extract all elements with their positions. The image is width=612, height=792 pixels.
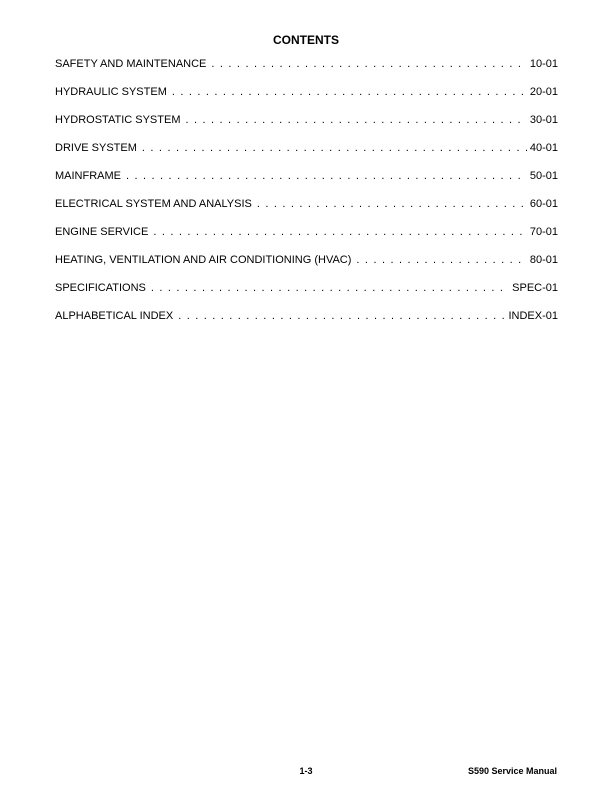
toc-entry-page: SPEC-01 — [512, 282, 558, 294]
toc-entry-hydrostatic-system[interactable] — [55, 114, 558, 142]
toc-entry-specifications[interactable] — [55, 282, 558, 310]
toc-entry-electrical-system[interactable] — [55, 198, 558, 226]
toc-entry-page: 20-01 — [529, 86, 558, 98]
toc-entry-title: DRIVE SYSTEM — [55, 142, 137, 154]
toc-entry-page: 10-01 — [529, 58, 558, 70]
toc-entry-mainframe[interactable] — [55, 170, 558, 198]
dot-leader — [211, 58, 526, 70]
toc-entry-hvac[interactable] — [55, 254, 558, 282]
footer-manual-name: S590 Service Manual — [467, 766, 557, 776]
dot-leader — [151, 282, 509, 294]
toc-entry-title: HYDRAULIC SYSTEM — [55, 86, 167, 98]
toc-entry-alphabetical-index[interactable] — [55, 310, 558, 338]
dot-leader — [126, 170, 527, 182]
toc-entry-safety-and-maintenance[interactable] — [55, 58, 558, 86]
toc-entry-title: HEATING, VENTILATION AND AIR CONDITIONING (HVAC) — [55, 254, 352, 266]
footer-page-number: 1-3 — [299, 766, 313, 776]
dot-leader — [142, 142, 527, 154]
dot-leader — [356, 254, 526, 266]
dot-leader — [186, 114, 527, 126]
page-title: CONTENTS — [273, 33, 339, 47]
toc-entry-page: 40-01 — [529, 142, 558, 154]
toc-entry-page: 70-01 — [529, 226, 558, 238]
toc-entry-page: INDEX-01 — [508, 310, 558, 322]
toc-entry-title: ENGINE SERVICE — [55, 226, 149, 238]
toc-entry-page: 30-01 — [529, 114, 558, 126]
toc-entry-title: SPECIFICATIONS — [55, 282, 146, 294]
toc-entry-drive-system[interactable] — [55, 142, 558, 170]
toc-entry-title: SAFETY AND MAINTENANCE — [55, 58, 207, 70]
toc-entry-engine-service[interactable] — [55, 226, 558, 254]
toc-entry-title: MAINFRAME — [55, 170, 121, 182]
dot-leader — [172, 86, 527, 98]
toc-entry-title: ALPHABETICAL INDEX — [55, 310, 174, 322]
dot-leader — [257, 198, 527, 210]
toc-entry-title: ELECTRICAL SYSTEM AND ANALYSIS — [55, 198, 252, 210]
table-of-contents — [55, 58, 558, 338]
toc-entry-page: 60-01 — [529, 198, 558, 210]
toc-entry-title: HYDROSTATIC SYSTEM — [55, 114, 181, 126]
toc-entry-hydraulic-system[interactable] — [55, 86, 558, 114]
dot-leader — [178, 310, 505, 322]
dot-leader — [153, 226, 527, 238]
toc-entry-page: 80-01 — [529, 254, 558, 266]
toc-entry-page: 50-01 — [529, 170, 558, 182]
